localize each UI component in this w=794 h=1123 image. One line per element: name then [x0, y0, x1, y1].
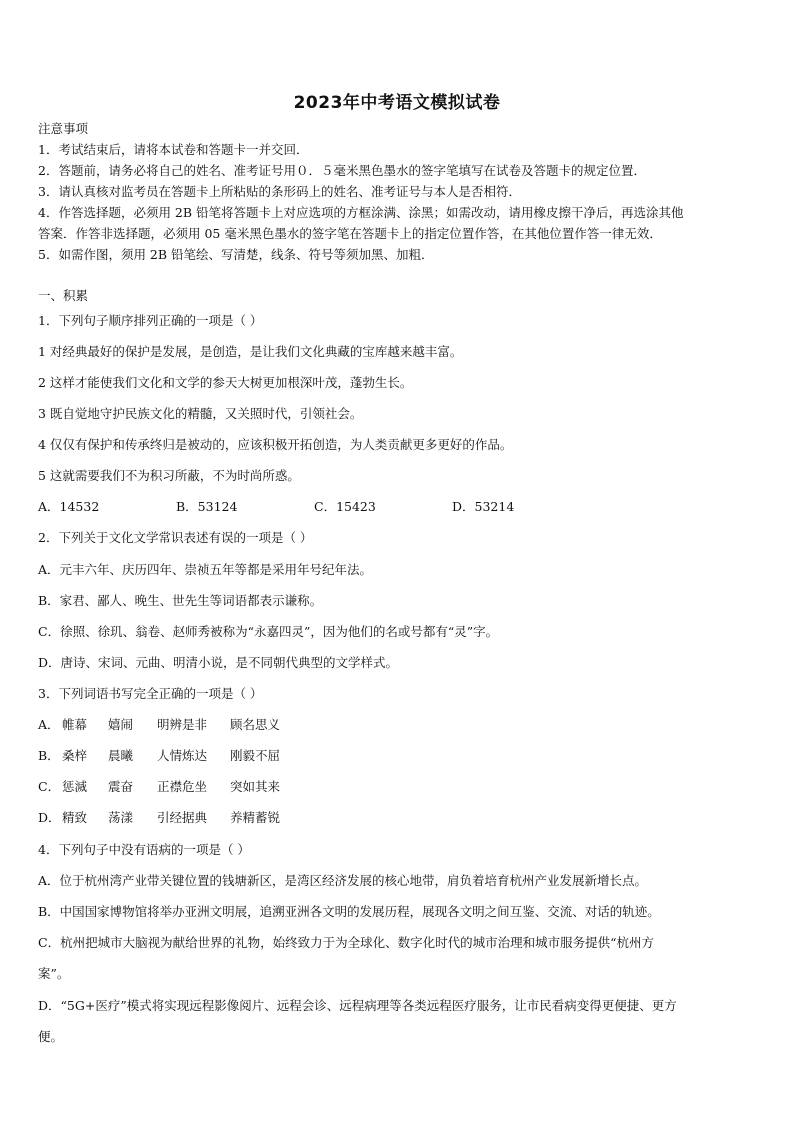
question-1-option-d: D．53214	[452, 499, 515, 514]
question-4-option-c-cont: 案”。	[38, 966, 70, 981]
question-2-option-a: A．元丰六年、庆历四年、崇祯五年等都是采用年号纪年法。	[38, 562, 373, 577]
notice-item: 3．请认真核对监考员在答题卡上所粘贴的条形码上的姓名、准考证号与本人是否相符．	[38, 184, 521, 199]
option-letter: A．	[38, 717, 60, 732]
question-4-option-d-cont: 便。	[38, 1029, 64, 1044]
question-4-option-d: D．“5G+医疗”模式将实现远程影像阅片、远程会诊、远程病理等各类远程医疗服务，让市民看病变得更便捷、更方	[38, 998, 677, 1013]
option-word: 人情炼达	[157, 748, 208, 763]
question-2-option-c: C．徐照、徐玑、翁卷、赵师秀被称为“永嘉四灵”，因为他们的名或号都有“灵”字。	[38, 624, 499, 639]
option-word: 明辨是非	[157, 717, 208, 732]
option-word: 嬉闹	[108, 717, 134, 732]
question-1-sentence: 5 这就需要我们不为积习所蔽，不为时尚所惑。	[38, 468, 300, 483]
option-word: 刚毅不屈	[230, 748, 281, 763]
option-word: 突如其来	[230, 779, 281, 794]
option-word: 桑梓	[62, 748, 88, 763]
question-3-stem: 3．下列词语书写完全正确的一项是（ ）	[38, 686, 263, 701]
question-1-option-a: A．14532	[38, 499, 100, 514]
question-4-stem: 4．下列句子中没有语病的一项是（ ）	[38, 842, 250, 857]
option-letter: C．	[38, 779, 61, 794]
notice-item: 答案．作答非选择题，必须用 05 毫米黑色墨水的签字笔在答题卡上的指定位置作答，在其他位置作答一律无效．	[38, 226, 662, 241]
option-word: 帷幕	[62, 717, 88, 732]
question-4-option-a: A．位于杭州湾产业带关键位置的钱塘新区，是湾区经济发展的核心地带，肩负着培育杭州产业发展新增长点。	[38, 873, 648, 888]
notice-item: 1．考试结束后，请将本试卷和答题卡一并交回．	[38, 142, 309, 157]
section-heading: 一、积累	[38, 288, 89, 303]
notice-item: 2．答题前，请务必将自己的姓名、准考证号用０．５毫米黑色墨水的签字笔填写在试卷及答题卡的规定位置．	[38, 163, 646, 178]
option-letter: B．	[38, 748, 60, 763]
question-1-sentence: 3 既自觉地守护民族文化的精髓，又关照时代，引领社会。	[38, 406, 363, 421]
question-1-stem: 1．下列句子顺序排列正确的一项是（ ）	[38, 313, 263, 328]
notice-item: 4．作答选择题，必须用 2B 铅笔将答题卡上对应选项的方框涂满、涂黑；如需改动，请用橡皮擦干净后，再选涂其他	[38, 205, 684, 220]
notice-heading: 注意事项	[38, 121, 89, 136]
question-2-option-b: B．家君、鄙人、晚生、世先生等词语都表示谦称。	[38, 593, 323, 608]
option-word: 荡漾	[108, 810, 134, 825]
question-2-stem: 2．下列关于文化文学常识表述有误的一项是（ ）	[38, 530, 313, 545]
question-4-option-b: B．中国国家博物馆将举办亚洲文明展，追溯亚洲各文明的发展历程，展现各文明之间互鉴、交流、对话的轨迹。	[38, 904, 660, 919]
option-word: 震奋	[108, 779, 134, 794]
option-word: 精致	[62, 810, 88, 825]
option-word: 晨曦	[108, 748, 134, 763]
option-word: 顾名思义	[230, 717, 281, 732]
question-1-sentence: 4 仅仅有保护和传承终归是被动的，应该积极开拓创造，为人类贡献更多更好的作品。	[38, 437, 513, 452]
option-word: 惩滅	[62, 779, 88, 794]
question-1-option-b: B．53124	[176, 499, 238, 514]
notice-item: 5．如需作图，须用 2B 铅笔绘、写清楚，线条、符号等须加黑、加粗．	[38, 247, 434, 262]
question-1-sentence: 2 这样才能使我们文化和文学的参天大树更加根深叶茂，蓬勃生长。	[38, 375, 413, 390]
option-letter: D．	[38, 810, 61, 825]
question-1-sentence: 1 对经典最好的保护是发展，是创造，是让我们文化典藏的宝库越来越丰富。	[38, 344, 463, 359]
question-2-option-d: D．唐诗、宋词、元曲、明清小说，是不同朝代典型的文学样式。	[38, 655, 399, 670]
question-1-option-c: C．15423	[314, 499, 376, 514]
page-title: 2023年中考语文模拟试卷	[293, 93, 501, 113]
option-word: 养精蓄锐	[230, 810, 281, 825]
option-word: 引经据典	[157, 810, 208, 825]
question-4-option-c: C．杭州把城市大脑视为献给世界的礼物，始终致力于为全球化、数字化时代的城市治理和城市服务提供“杭州方	[38, 935, 654, 950]
option-word: 正襟危坐	[157, 779, 208, 794]
